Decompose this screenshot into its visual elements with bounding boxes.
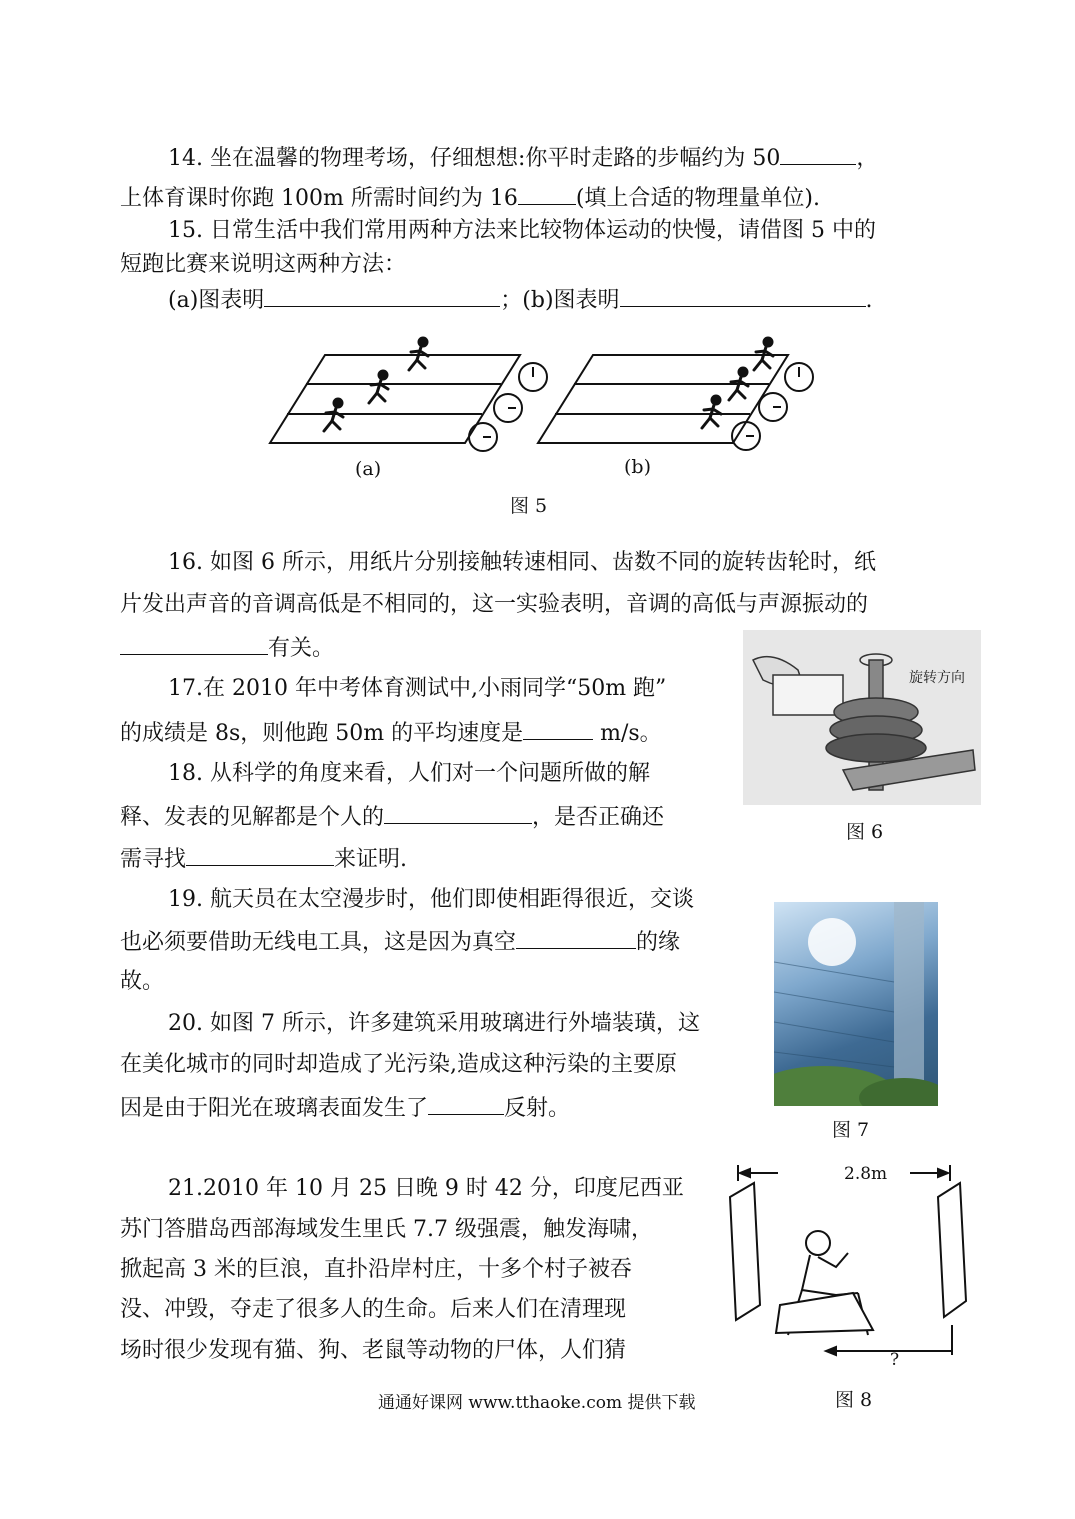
q20-line-3: 因是由于阳光在玻璃表面发生了 反射。 xyxy=(120,1092,570,1124)
q18-line-3: 需寻找 来证明. xyxy=(120,843,407,875)
answer-blank[interactable] xyxy=(186,843,334,866)
q18-line-2: 释、发表的见解都是个人的 ，是否正确还 xyxy=(120,801,664,833)
rotation-direction-label: 旋转方向 xyxy=(909,670,965,686)
q15-line-1: 15. 日常生活中我们常用两种方法来比较物体运动的快慢，请借图 5 中的 xyxy=(168,218,876,243)
q15-line-2: 短跑比赛来说明这两种方法： xyxy=(120,252,407,277)
q19-line-3: 故。 xyxy=(120,969,165,994)
runner-icon xyxy=(702,396,721,428)
q19-line-1: 19. 航天员在太空漫步时，他们即使相距得很近，交谈 xyxy=(168,887,694,912)
answer-blank[interactable] xyxy=(516,926,636,949)
q19-line-2: 也必须要借助无线电工具，这是因为真空 的缘 xyxy=(120,926,680,958)
answer-blank[interactable] xyxy=(518,182,576,205)
q20-line-2: 在美化城市的同时却造成了光污染,造成这种污染的主要原 xyxy=(120,1052,677,1077)
q17-line-2: 的成绩是 8s，则他跑 50m 的平均速度是 m/s。 xyxy=(120,717,662,749)
q15-line-3: (a)图表明 ；(b)图表明 . xyxy=(168,284,873,316)
q16-line-3: 有关。 xyxy=(120,632,334,664)
answer-blank[interactable] xyxy=(780,142,856,165)
unknown-distance-label: ? xyxy=(890,1350,900,1370)
figure-5b-label: (b) xyxy=(624,456,651,478)
figure-7-glass-building-photo xyxy=(774,902,938,1106)
q21-line-5: 场时很少发现有猫、狗、老鼠等动物的尸体，人们猜 xyxy=(120,1338,627,1363)
q21-line-2: 苏门答腊岛西部海域发生里氏 7.7 级强震，触发海啸， xyxy=(120,1217,653,1242)
q21-line-1: 21.2010 年 10 月 25 日晚 9 时 42 分，印度尼西亚 xyxy=(168,1176,684,1201)
q21-line-4: 没、冲毁，夺走了很多人的生命。后来人们在清理现 xyxy=(120,1297,627,1322)
answer-blank[interactable] xyxy=(120,632,268,655)
figure-7-caption: 图 7 xyxy=(832,1119,870,1141)
figure-6-caption: 图 6 xyxy=(846,821,884,843)
figure-5-caption: 图 5 xyxy=(510,495,548,517)
q21-line-3: 掀起高 3 米的巨浪，直扑沿岸村庄，十多个村子被吞 xyxy=(120,1257,632,1282)
answer-blank[interactable] xyxy=(523,717,593,740)
q16-line-2: 片发出声音的音调高低是不相同的，这一实验表明，音调的高低与声源振动的 xyxy=(120,592,869,617)
q16-line-1: 16. 如图 6 所示，用纸片分别接触转速相同、齿数不同的旋转齿轮时，纸 xyxy=(168,550,876,575)
figure-5-running-tracks xyxy=(265,330,825,485)
figure-5a-label: (a) xyxy=(355,458,382,480)
answer-blank-a[interactable] xyxy=(264,284,500,307)
distance-label: 2.8m xyxy=(844,1164,888,1184)
q14-line-1: 14. 坐在温馨的物理考场，仔细想想:你平时走路的步幅约为 50 ， xyxy=(168,142,878,174)
page-footer: 通通好课网 www.tthaoke.com 提供下载 xyxy=(378,1393,696,1413)
q17-line-1: 17.在 2010 年中考体育测试中,小雨同学“50m 跑” xyxy=(168,676,667,701)
answer-blank[interactable] xyxy=(428,1092,504,1115)
q14-line-2: 上体育课时你跑 100m 所需时间约为 16 (填上合适的物理量单位). xyxy=(120,182,820,214)
q18-line-1: 18. 从科学的角度来看，人们对一个问题所做的解 xyxy=(168,761,650,786)
q20-line-1: 20. 如图 7 所示，许多建筑采用玻璃进行外墙装璜，这 xyxy=(168,1011,700,1036)
answer-blank[interactable] xyxy=(384,801,532,824)
figure-6-gear-photo xyxy=(743,630,981,805)
figure-8-mirror-diagram xyxy=(718,1155,983,1370)
answer-blank-b[interactable] xyxy=(620,284,866,307)
figure-8-caption: 图 8 xyxy=(835,1389,873,1411)
runner-icon xyxy=(369,371,388,403)
